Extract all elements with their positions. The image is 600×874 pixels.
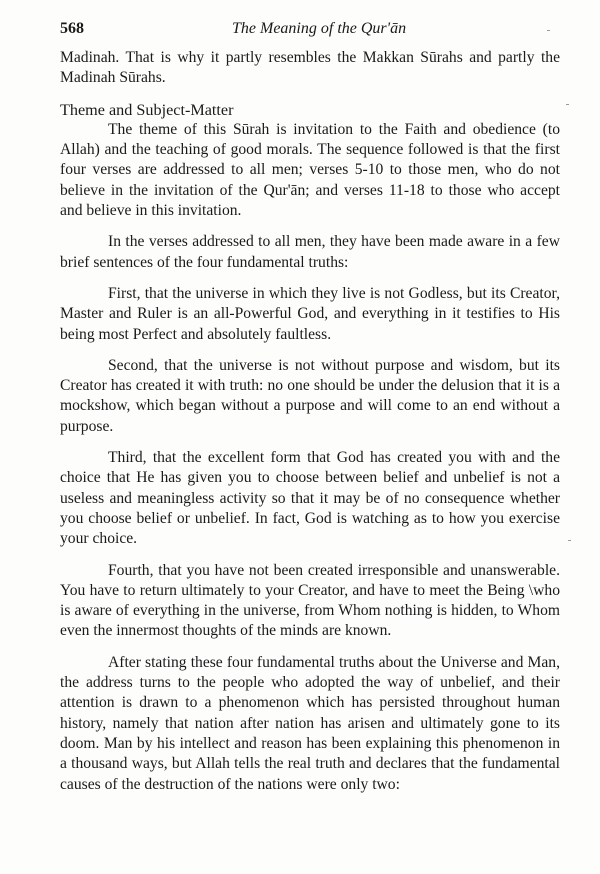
page-number: 568 — [60, 20, 84, 37]
body-text — [60, 48, 560, 806]
scan-speck — [568, 540, 571, 541]
section-heading: Theme and Subject-Matter — [60, 100, 234, 119]
scan-speck — [547, 30, 550, 31]
paragraph-intro-truths: In the verses addressed to all men, they have been made aware in a few brief sentences of the four fundamental truths: — [60, 233, 560, 271]
paragraph-third-truth: Third, that the excellent form that God has created you with and the choice that He has given you to choose between belief and unbelief is not a useless and meaningless activity so that it may be of no consequence whether you choose belief or unbelief. In fact, God is watching as to how you exercise your choice. — [60, 449, 560, 548]
paragraph-first-truth: First, that the universe in which they live is not Godless, but its Creator, Master and Ruler is an all-Powerful God, and everything in it testifies to His being most Perfect and absolutely faultless. — [60, 284, 560, 343]
page-header — [60, 14, 560, 40]
running-title: The Meaning of the Qur'ān — [232, 20, 407, 37]
scan-speck — [566, 104, 569, 105]
continued-paragraph: Madinah. That is why it partly resembles the Makkan Sūrahs and partly the Madinah Sūrahs. — [60, 49, 560, 87]
paragraph-fourth-truth: Fourth, that you have not been created irresponsible and unanswerable. You have to return ultimately to your Creator, and have to meet the Being \who is aware of everything in the universe, from Whom nothing is hidden, to Whom even the innermost thoughts of the minds are known. — [60, 561, 560, 640]
paragraph-second-truth: Second, that the universe is not without purpose and wisdom, but its Creator has created it with truth: no one should be under the delusion that it is a mockshow, which began without a purpose and will come to an end without a purpose. — [60, 356, 560, 435]
paragraph-theme: The theme of this Sūrah is invitation to the Faith and obedience (to Allah) and the teaching of good morals. The sequence followed is that the first four verses are addressed to all men; verses 5-10 to those men, who do not believe in the invitation of the Qur'ān; and verses 11-18 to those who accept and believe in this invitation. — [60, 120, 560, 220]
paragraph-destruction-of-nations: After stating these four fundamental truths about the Universe and Man, the address turns to the people who adopted the way of unbelief, and their attention is drawn to a phenomenon which has persisted throughout human history, namely that nation after nation has arisen and ultimately gone to its doom. Man by his intellect and reason has been explaining this phenomenon in a thousand ways, but Allah tells the real truth and declares that the fundamental causes of the destruction of the nations were only two: — [60, 653, 560, 793]
